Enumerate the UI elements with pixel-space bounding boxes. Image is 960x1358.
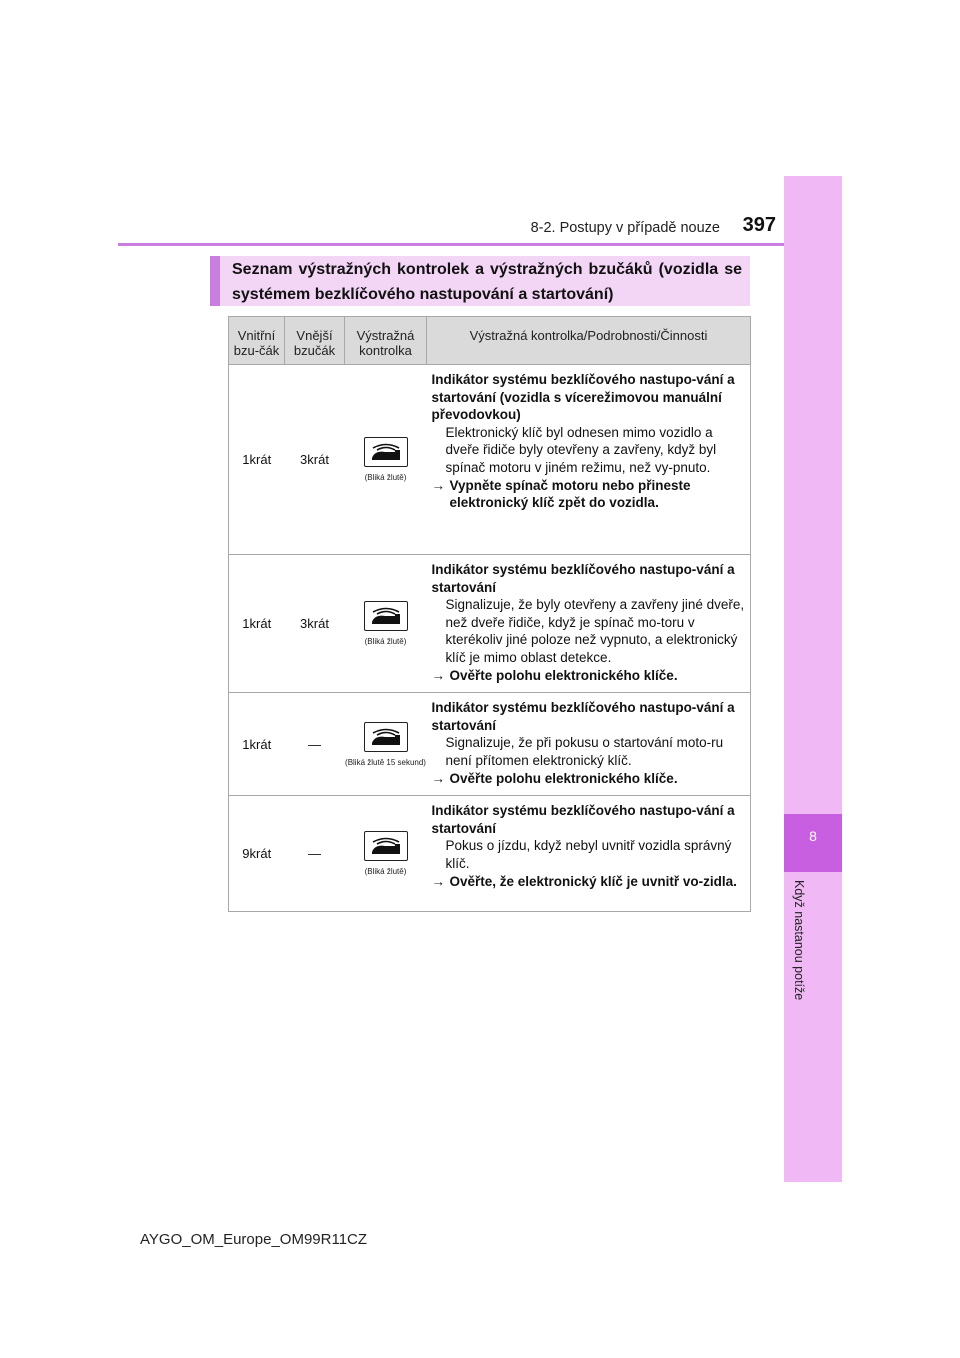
internal-buzzer-cell: 1krát — [229, 555, 285, 693]
detail-description: Signalizuje, že při pokusu o startování moto-ru není přítomen elektronický klíč. — [445, 735, 724, 768]
detail-description: Signalizuje, že byly otevřeny a zavřeny jiné dveře, než dveře řidiče, když je spínač mo-toru v kterékoliv jiné poloze než vypnuto, a elektronický klíč je mimo oblast detekce. — [445, 597, 745, 665]
detail-action-text: Ověřte polohu elektronického klíče. — [449, 770, 678, 786]
key-indicator-icon — [364, 601, 408, 631]
detail-description: Elektronický klíč byl odnesen mimo vozidlo a dveře řidiče byly otevřeny a zavřeny, když byl spínač motoru v jiném režimu, než vy-pnuto. — [445, 424, 717, 475]
arrow-icon: → — [431, 477, 445, 493]
detail-action — [432, 873, 747, 891]
detail-action — [432, 667, 747, 685]
external-buzzer-cell: — — [285, 796, 345, 912]
external-buzzer-cell: 3krát — [285, 555, 345, 693]
warning-light-cell — [345, 555, 427, 693]
detail-action — [432, 770, 747, 788]
detail-action-text: Vypněte spínač motoru nebo přineste elektronický klíč zpět do vozidla. — [449, 477, 691, 511]
header-details: Výstražná kontrolka/Podrobnosti/Činnosti — [427, 317, 751, 365]
detail-description: Pokus o jízdu, když nebyl uvnitř vozidla správný klíč. — [445, 838, 732, 871]
details-cell — [427, 693, 751, 796]
detail-action-text: Ověřte, že elektronický klíč je uvnitř vo-zidla. — [449, 873, 737, 889]
header-warning-light: Výstražná kontrolka — [345, 317, 427, 365]
details-cell — [427, 555, 751, 693]
icon-caption: (Bliká žlutě) — [364, 473, 407, 482]
header-section-title: 8-2. Postupy v případě nouze — [530, 220, 720, 236]
key-indicator-icon — [364, 437, 408, 467]
table-row — [229, 365, 751, 555]
table-row — [229, 693, 751, 796]
section-heading: Seznam výstražných kontrolek a výstražných bzučáků (vozidla se systémem bezklíčového nastupování a startování) — [210, 256, 750, 306]
details-cell — [427, 365, 751, 555]
icon-caption: (Bliká žlutě 15 sekund) — [345, 757, 426, 767]
header-internal-buzzer: Vnitřní bzu-čák — [229, 317, 285, 365]
detail-title: Indikátor systému bezklíčového nastupo-vání a startování — [431, 700, 735, 733]
external-buzzer-cell: 3krát — [285, 365, 345, 555]
icon-caption: (Bliká žlutě) — [364, 867, 407, 877]
header-divider — [118, 243, 784, 246]
key-indicator-icon — [364, 722, 408, 752]
detail-title: Indikátor systému bezklíčového nastupo-vání a startování — [431, 803, 735, 836]
detail-action-text: Ověřte polohu elektronického klíče. — [449, 667, 678, 683]
arrow-icon: → — [431, 667, 445, 683]
table-row — [229, 555, 751, 693]
footer-document-id: AYGO_OM_Europe_OM99R11CZ — [140, 1231, 368, 1248]
detail-action — [432, 477, 747, 512]
detail-title: Indikátor systému bezklíčového nastupo-vání a startování — [431, 562, 735, 595]
page-number: 397 — [742, 214, 776, 236]
warning-table — [228, 316, 751, 912]
warning-light-cell — [345, 796, 427, 912]
key-indicator-icon — [364, 831, 408, 861]
chapter-title: Když nastanou potíže — [792, 880, 806, 1001]
warning-light-cell — [345, 693, 427, 796]
warning-light-cell — [345, 365, 427, 555]
details-cell — [427, 796, 751, 912]
internal-buzzer-cell: 1krát — [229, 365, 285, 555]
icon-caption: (Bliká žlutě) — [364, 637, 407, 647]
external-buzzer-cell: — — [285, 693, 345, 796]
arrow-icon: → — [431, 873, 445, 889]
chapter-number: 8 — [809, 828, 817, 844]
header-external-buzzer: Vnější bzučák — [285, 317, 345, 365]
table-row — [229, 796, 751, 912]
table-header-row — [229, 317, 751, 365]
arrow-icon: → — [431, 770, 445, 786]
internal-buzzer-cell: 1krát — [229, 693, 285, 796]
detail-title: Indikátor systému bezklíčového nastupo-vání a startování (vozidla s vícerežimovou manuální převodovkou) — [431, 372, 735, 423]
internal-buzzer-cell: 9krát — [229, 796, 285, 912]
